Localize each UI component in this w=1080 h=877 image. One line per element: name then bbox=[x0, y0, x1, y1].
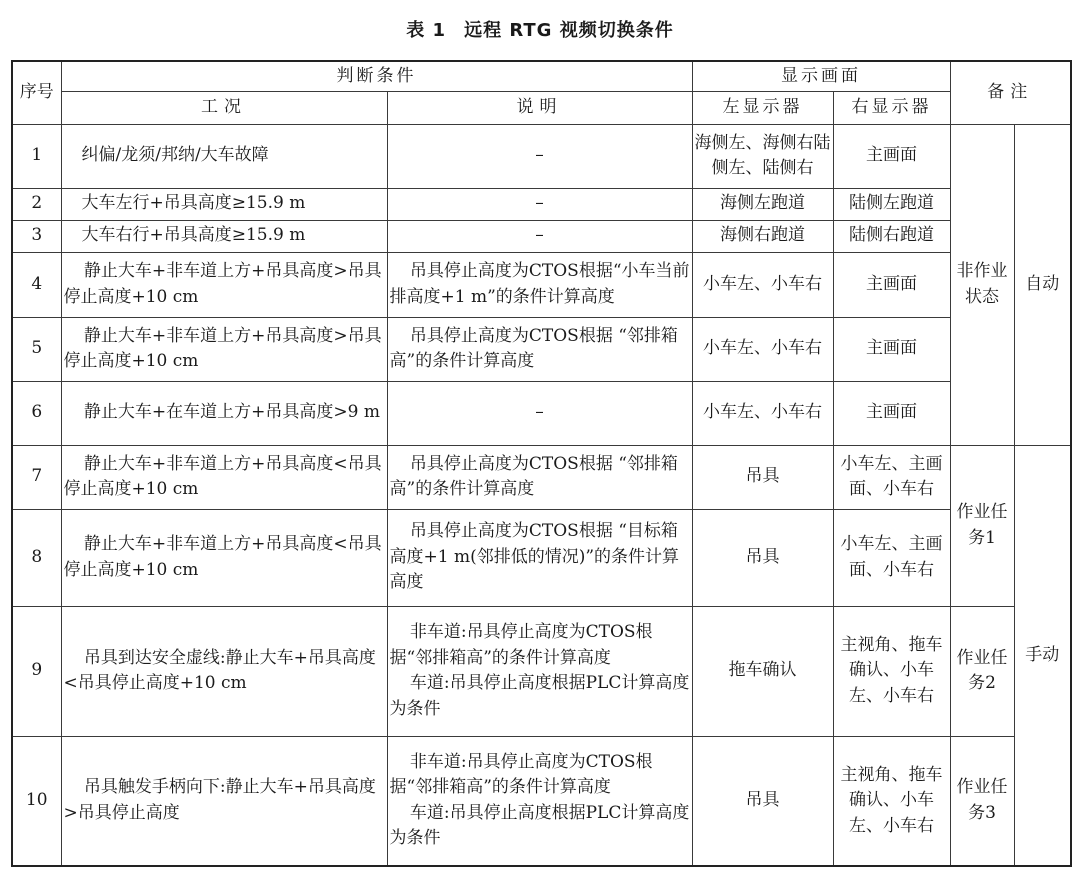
row-left-monitor: 小车左、小车右 bbox=[692, 381, 833, 445]
row-right-monitor: 小车左、主画面、小车右 bbox=[833, 509, 950, 606]
table-row bbox=[12, 606, 1071, 736]
row-left-monitor: 小车左、小车右 bbox=[692, 317, 833, 381]
table-row bbox=[12, 445, 1071, 509]
header-display: 显示画面 bbox=[692, 61, 950, 91]
row-explain bbox=[387, 736, 692, 866]
row-seq: 10 bbox=[12, 736, 61, 866]
remark-task-3: 作业任务3 bbox=[950, 736, 1014, 866]
header-judge: 判断条件 bbox=[61, 61, 692, 91]
row-left-monitor: 吊具 bbox=[692, 736, 833, 866]
row-explain: – bbox=[387, 124, 692, 188]
row-right-monitor: 主视角、拖车确认、小车左、小车右 bbox=[833, 606, 950, 736]
table-row bbox=[12, 509, 1071, 606]
row-seq: 7 bbox=[12, 445, 61, 509]
row-right-monitor: 陆侧左跑道 bbox=[833, 188, 950, 220]
header-right-monitor: 右显示器 bbox=[833, 91, 950, 124]
header-explain: 说明 bbox=[387, 91, 692, 124]
row-condition: 纠偏/龙须/邦纳/大车故障 bbox=[61, 124, 387, 188]
row-explain-lane: 车道:吊具停止高度根据PLC计算高度为条件 bbox=[389, 802, 690, 849]
table-row bbox=[12, 317, 1071, 381]
table-row bbox=[12, 736, 1071, 866]
row-explain: 吊具停止高度为CTOS根据 “邻排箱高”的条件计算高度 bbox=[387, 445, 692, 509]
caption-label: 表 1 bbox=[406, 20, 447, 41]
row-condition: 静止大车+在车道上方+吊具高度>9 m bbox=[61, 381, 387, 445]
row-seq: 4 bbox=[12, 252, 61, 317]
row-left-monitor: 吊具 bbox=[692, 509, 833, 606]
row-right-monitor: 主画面 bbox=[833, 317, 950, 381]
row-condition: 大车左行+吊具高度≥15.9 m bbox=[61, 188, 387, 220]
row-left-monitor: 吊具 bbox=[692, 445, 833, 509]
row-explain: – bbox=[387, 220, 692, 252]
row-right-monitor: 陆侧右跑道 bbox=[833, 220, 950, 252]
remark-non-work-state: 非作业状态 bbox=[950, 124, 1014, 445]
header-row-1 bbox=[12, 61, 1071, 91]
row-left-monitor: 小车左、小车右 bbox=[692, 252, 833, 317]
remark-task-1: 作业任务1 bbox=[950, 445, 1014, 606]
remark-auto: 自动 bbox=[1014, 124, 1071, 445]
row-explain: 吊具停止高度为CTOS根据 “邻排箱高”的条件计算高度 bbox=[387, 317, 692, 381]
row-condition: 大车右行+吊具高度≥15.9 m bbox=[61, 220, 387, 252]
row-seq: 9 bbox=[12, 606, 61, 736]
table-row bbox=[12, 381, 1071, 445]
row-condition: 静止大车+非车道上方+吊具高度>吊具停止高度+10 cm bbox=[61, 252, 387, 317]
row-explain-lane: 车道:吊具停止高度根据PLC计算高度为条件 bbox=[389, 673, 690, 719]
table-row bbox=[12, 252, 1071, 317]
row-explain bbox=[387, 606, 692, 736]
row-seq: 1 bbox=[12, 124, 61, 188]
remark-manual: 手动 bbox=[1014, 445, 1071, 866]
header-row-2 bbox=[12, 91, 1071, 124]
header-seq: 序号 bbox=[12, 61, 61, 124]
row-seq: 6 bbox=[12, 381, 61, 445]
row-seq: 5 bbox=[12, 317, 61, 381]
table-row bbox=[12, 188, 1071, 220]
row-left-monitor: 海侧左跑道 bbox=[692, 188, 833, 220]
row-explain: 吊具停止高度为CTOS根据 “目标箱高度+1 m(邻排低的情况)”的条件计算高度 bbox=[387, 509, 692, 606]
row-seq: 8 bbox=[12, 509, 61, 606]
remark-task-2: 作业任务2 bbox=[950, 606, 1014, 736]
header-remark: 备注 bbox=[950, 61, 1071, 124]
row-left-monitor: 拖车确认 bbox=[692, 606, 833, 736]
row-right-monitor: 主画面 bbox=[833, 381, 950, 445]
row-seq: 2 bbox=[12, 188, 61, 220]
row-right-monitor: 主画面 bbox=[833, 252, 950, 317]
table-row bbox=[12, 220, 1071, 252]
row-explain: – bbox=[387, 188, 692, 220]
header-left-monitor: 左显示器 bbox=[692, 91, 833, 124]
row-seq: 3 bbox=[12, 220, 61, 252]
table-row bbox=[12, 124, 1071, 188]
table-caption bbox=[0, 16, 1080, 42]
row-right-monitor: 小车左、主画面、小车右 bbox=[833, 445, 950, 509]
row-right-monitor: 主画面 bbox=[833, 124, 950, 188]
row-left-monitor: 海侧右跑道 bbox=[692, 220, 833, 252]
header-condition: 工况 bbox=[61, 91, 387, 124]
row-condition: 吊具到达安全虚线:静止大车+吊具高度<吊具停止高度+10 cm bbox=[61, 606, 387, 736]
row-condition: 静止大车+非车道上方+吊具高度>吊具停止高度+10 cm bbox=[61, 317, 387, 381]
row-condition: 静止大车+非车道上方+吊具高度<吊具停止高度+10 cm bbox=[61, 509, 387, 606]
row-left-monitor: 海侧左、海侧右陆侧左、陆侧右 bbox=[692, 124, 833, 188]
row-explain-non-lane: 非车道:吊具停止高度为CTOS根据“邻排箱高”的条件计算高度 bbox=[389, 622, 653, 668]
row-condition: 静止大车+非车道上方+吊具高度<吊具停止高度+10 cm bbox=[61, 445, 387, 509]
row-explain-non-lane: 非车道:吊具停止高度为CTOS根据“邻排箱高”的条件计算高度 bbox=[389, 751, 653, 798]
row-right-monitor: 主视角、拖车确认、小车左、小车右 bbox=[833, 736, 950, 866]
row-condition: 吊具触发手柄向下:静止大车+吊具高度>吊具停止高度 bbox=[61, 736, 387, 866]
row-explain: 吊具停止高度为CTOS根据“小车当前排高度+1 m”的条件计算高度 bbox=[387, 252, 692, 317]
caption-title: 远程 RTG 视频切换条件 bbox=[464, 20, 674, 41]
row-explain: – bbox=[387, 381, 692, 445]
video-switch-table bbox=[11, 60, 1072, 867]
